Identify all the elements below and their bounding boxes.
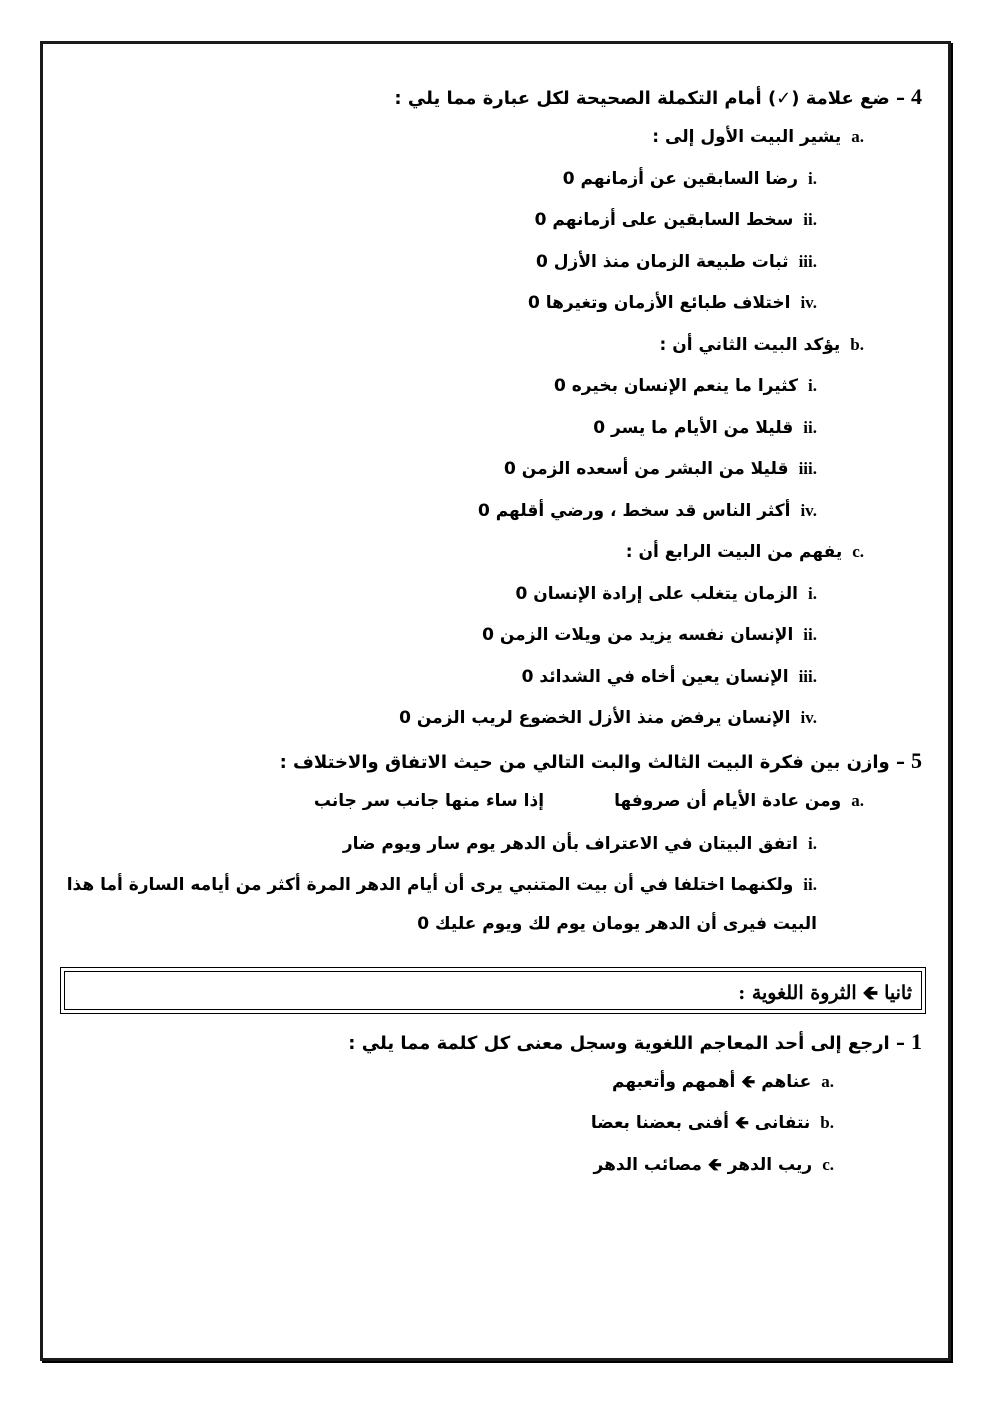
option-text: قليلا من الأيام ما يسر 0: [593, 418, 794, 438]
vocab-marker: c.: [822, 1155, 834, 1174]
part-marker: a.: [851, 127, 864, 146]
vocab-marker: a.: [821, 1072, 834, 1091]
option-text: رضا السابقين عن أزمانهم 0: [562, 169, 799, 189]
question-number: 1: [911, 1029, 922, 1054]
part-a: [652, 128, 864, 146]
question-number: 5: [911, 748, 922, 773]
option-b-ii: [593, 419, 817, 437]
question-number: 4: [911, 84, 922, 109]
part-text: يؤكد البيت الثاني أن :: [659, 335, 841, 355]
arrow-left-icon: 🡸: [862, 982, 879, 1004]
question-1: [348, 1031, 922, 1053]
answer-text: اتفق البيتان في الاعتراف بأن الدهر يوم سار ويوم ضار: [342, 834, 799, 854]
part-marker: b.: [850, 335, 864, 354]
arrow-left-icon: 🡸: [741, 1072, 756, 1092]
vocab-item-b: [591, 1114, 834, 1132]
option-marker: iv.: [800, 708, 817, 727]
verse-marker: a.: [851, 791, 864, 810]
option-b-i: [554, 377, 817, 395]
answer-marker: i.: [808, 834, 817, 853]
option-marker: i.: [808, 169, 817, 188]
answer-marker: ii.: [803, 875, 817, 894]
option-text: الإنسان يرفض منذ الأزل الخضوع لريب الزمن 0: [399, 708, 791, 728]
option-c-iv: [399, 709, 817, 727]
option-b-iii: [504, 460, 817, 478]
vocab-marker: b.: [820, 1113, 834, 1132]
vocab-meaning: أهمهم وأتعبهم: [612, 1072, 736, 1092]
part-text: يشير البيت الأول إلى :: [652, 127, 842, 147]
option-marker: iii.: [798, 252, 817, 271]
question-4: [394, 86, 922, 108]
answer-text: ولكنهما اختلفا في أن بيت المتنبي يرى أن أيام الدهر المرة أكثر من أيامه السارة أما هذا: [66, 875, 794, 895]
section-header-box: [60, 967, 926, 1014]
option-marker: ii.: [803, 210, 817, 229]
option-text: كثيرا ما ينعم الإنسان بخيره 0: [554, 376, 799, 396]
vocab-word: نتفانى: [754, 1113, 811, 1133]
option-text: أكثر الناس قد سخط ، ورضي أقلهم 0: [477, 501, 791, 521]
vocab-item-c: [594, 1156, 834, 1174]
option-marker: iv.: [800, 501, 817, 520]
option-marker: iv.: [800, 293, 817, 312]
option-text: قليلا من البشر من أسعده الزمن 0: [504, 459, 789, 479]
answer-continuation-text: البيت فيرى أن الدهر يومان يوم لك ويوم عليك 0: [417, 914, 817, 934]
verse-second-half: إذا ساء منها جانب سر جانب: [313, 791, 545, 811]
option-text: الإنسان يعين أخاه في الشدائد 0: [521, 667, 789, 687]
option-c-ii: [482, 626, 817, 644]
option-c-iii: [522, 668, 817, 686]
option-marker: i.: [808, 584, 817, 603]
question-text: – ضع علامة (✓) أمام التكملة الصحيحة لكل عبارة مما يلي :: [394, 88, 905, 109]
section-prefix: ثانيا: [884, 982, 912, 1004]
question-text: – ارجع إلى أحد المعاجم اللغوية وسجل معنى كل كلمة مما يلي :: [348, 1033, 905, 1054]
option-c-i: [516, 585, 818, 603]
answer-i: [343, 835, 817, 853]
verse-first-half: ومن عادة الأيام أن صروفها: [614, 791, 842, 811]
option-text: الإنسان نفسه يزيد من ويلات الزمن 0: [482, 625, 794, 645]
option-marker: iii.: [798, 667, 817, 686]
section-title: [738, 979, 912, 1011]
verse-line: [314, 792, 864, 810]
option-a-iv: [528, 294, 817, 312]
vocab-word: عناهم: [761, 1072, 812, 1092]
arrow-left-icon: 🡸: [707, 1155, 722, 1175]
option-text: سخط السابقين على أزمانهم 0: [534, 210, 794, 230]
section-title-text: الثروة اللغوية :: [738, 982, 857, 1004]
option-marker: iii.: [798, 459, 817, 478]
arrow-left-icon: 🡸: [734, 1113, 749, 1133]
option-marker: i.: [808, 376, 817, 395]
option-marker: ii.: [803, 625, 817, 644]
answer-ii: [67, 876, 817, 894]
option-a-ii: [535, 211, 817, 229]
option-a-iii: [536, 253, 817, 271]
part-c: [626, 543, 864, 561]
option-text: الزمان يتغلب على إرادة الإنسان 0: [515, 584, 799, 604]
option-text: ثبات طبيعة الزمان منذ الأزل 0: [536, 252, 789, 272]
option-a-i: [563, 170, 817, 188]
part-text: يفهم من البيت الرابع أن :: [625, 542, 843, 562]
part-marker: c.: [852, 542, 864, 561]
question-text: – وازن بين فكرة البيت الثالث والبت التالي من حيث الاتفاق والاختلاف :: [279, 752, 905, 773]
vocab-meaning: مصائب الدهر: [593, 1155, 702, 1175]
vocab-item-a: [612, 1073, 834, 1091]
vocab-word: ريب الدهر: [727, 1155, 813, 1175]
part-b: [660, 336, 864, 354]
vocab-meaning: أفنى بعضنا بعضا: [590, 1113, 729, 1133]
option-text: اختلاف طبائع الأزمان وتغيرها 0: [528, 293, 791, 313]
question-5: [280, 750, 922, 772]
option-b-iv: [478, 502, 817, 520]
option-marker: ii.: [803, 418, 817, 437]
answer-ii-continuation: [417, 916, 817, 933]
